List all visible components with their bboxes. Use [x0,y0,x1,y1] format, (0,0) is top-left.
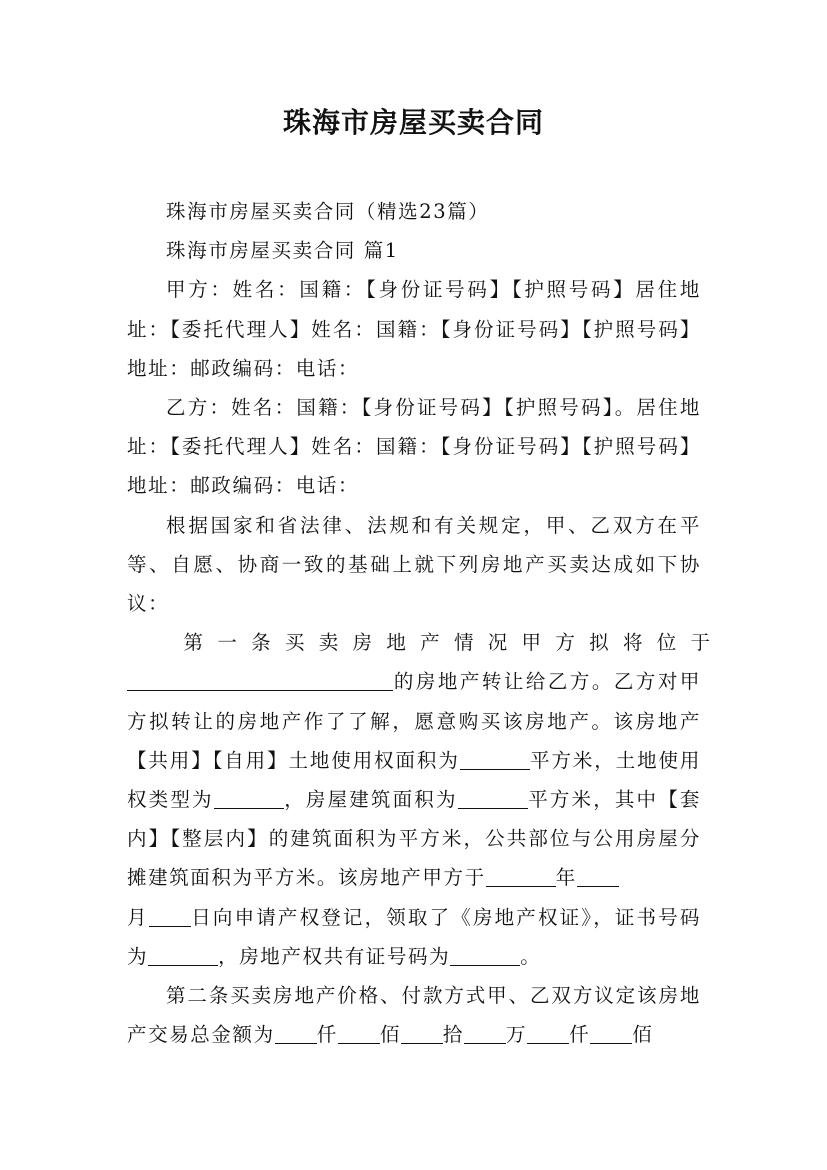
article-1-text-4: 平方米，其中【套内】【整层内】的建筑面积为平方米，公共部位与公用房屋分摊建筑面积为平方米。该房地产甲方于 [127,788,701,890]
article-1-text-2: 平方米，土地使用权类型为 [127,748,701,812]
blank-building-area [458,789,528,810]
blank-amount-4 [464,1024,506,1045]
blank-day [149,906,191,927]
article-1-text-7: 日向申请产权登记，领取了《房地产权证》，证书号码为 [127,905,701,968]
article-1-text-6: 月 [127,905,149,929]
amount-unit: 佰 [379,1023,401,1047]
document-body [127,192,725,1054]
party-a-paragraph: 甲方：姓名：国籍：【身份证号码】【护照号码】居住地址：【委托代理人】姓名：国籍：【身份证号码】【护照号码】地址：邮政编码：电话： [127,278,701,380]
blank-land-area [460,749,530,770]
blank-location [127,671,393,692]
blank-land-type [214,789,284,810]
blank-amount-6 [590,1024,632,1045]
blank-shared-cert-number [450,945,520,966]
article-1-heading: 第一条买卖房地产情况甲方拟将位于 [183,631,725,655]
intro-line: 珠海市房屋买卖合同（精选23篇） [166,200,490,223]
subtitle-line: 珠海市房屋买卖合同 篇1 [166,239,399,263]
basis-paragraph: 根据国家和省法律、法规和有关规定，甲、乙双方在平等、自愿、协商一致的基础上就下列房地产买卖达成如下协议： [127,513,701,616]
article-2-paragraph [127,976,701,1054]
blank-amount-3 [401,1024,443,1045]
amount-unit: 拾 [442,1023,465,1047]
amount-unit: 仟 [316,1023,338,1047]
blank-month [577,867,619,888]
blank-cert-number [148,945,218,966]
amount-unit: 仟 [569,1023,591,1047]
article-1-text-1: 的房地产转让给乙方。乙方对甲方拟转让的房地产作了了解，愿意购买该房地产。该房地产【共用】【自用】土地使用权面积为 [127,670,701,772]
article-1-text-8: ，房地产权共有证号码为 [218,944,451,968]
amount-unit: 万 [506,1023,528,1047]
party-b-paragraph: 乙方：姓名：国籍：【身份证号码】【护照号码】。居住地址：【委托代理人】姓名：国籍：【身份证号码】【护照号码】地址：邮政编码：电话： [127,396,701,498]
blank-amount-1 [275,1024,317,1045]
article-2-text: 第二条买卖房地产价格、付款方式甲、乙双方议定该房地产交易总金额为 [127,984,701,1047]
blank-amount-2 [338,1024,380,1045]
amount-unit: 佰 [632,1023,654,1047]
article-1-text-5: 年 [555,866,577,890]
article-1-paragraph [127,623,725,976]
blank-year [486,867,556,888]
blank-amount-5 [527,1024,569,1045]
document-title: 珠海市房屋买卖合同 [282,106,544,139]
article-1-text-9: 。 [520,944,542,968]
article-1-text-3: ，房屋建筑面积为 [283,788,458,812]
